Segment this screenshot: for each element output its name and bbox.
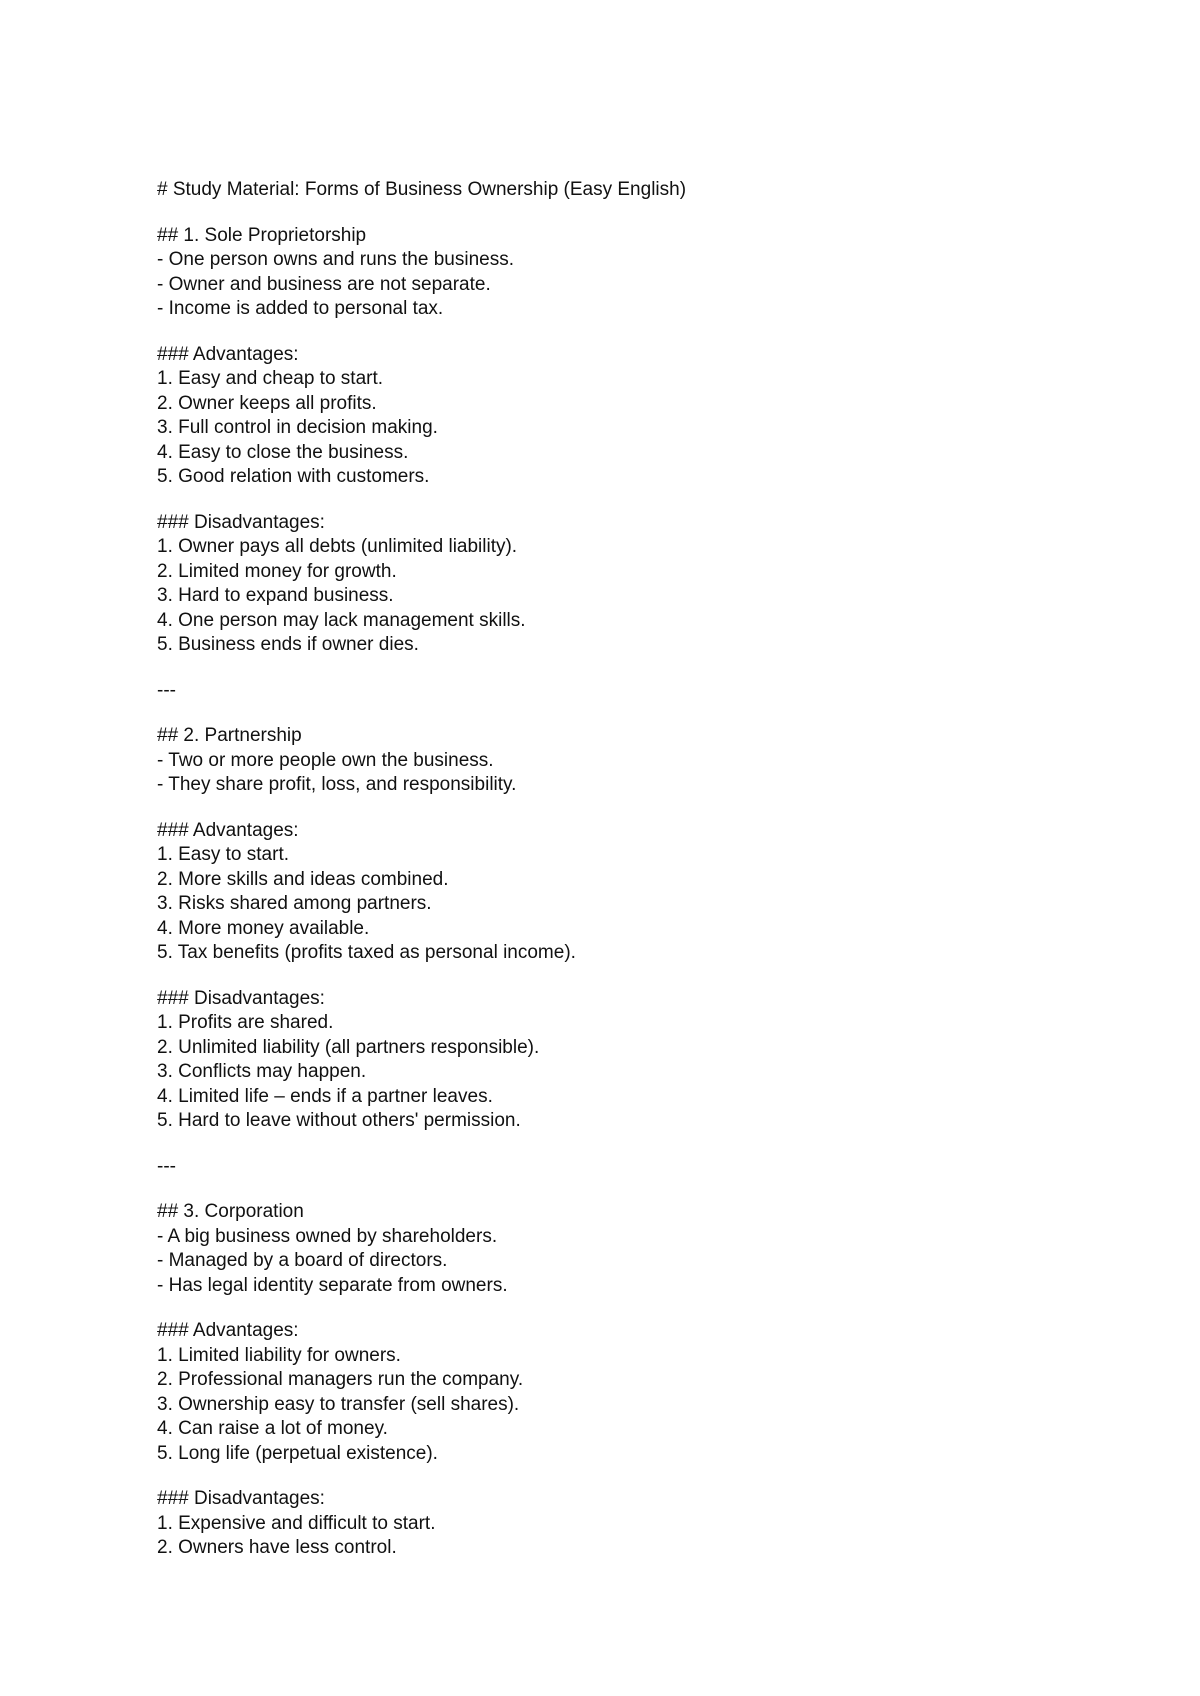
advantage-item: 1. Limited liability for owners. (157, 1344, 401, 1366)
advantage-item: 3. Full control in decision making. (157, 417, 438, 438)
disadvantage-item: 3. Hard to expand business. (157, 585, 394, 606)
disadvantage-item: 1. Owner pays all debts (unlimited liability). (157, 536, 518, 557)
disadvantage-item: 5. Hard to leave without others' permission. (157, 1110, 521, 1131)
section-separator: --- (157, 1155, 176, 1177)
bullet-item: - Income is added to personal tax. (157, 298, 444, 319)
section-heading: ## 3. Corporation (157, 1201, 304, 1222)
spacer (157, 966, 1057, 987)
advantage-item: 2. More skills and ideas combined. (157, 868, 449, 890)
section-heading: ## 1. Sole Proprietorship (157, 224, 367, 246)
disadvantage-item: 4. One person may lack management skills. (157, 609, 526, 631)
bullet-item: - They share profit, loss, and responsibility. (157, 774, 517, 795)
spacer (157, 490, 1057, 511)
spacer (157, 203, 1057, 224)
disadvantages-heading: ### Disadvantages: (157, 511, 325, 533)
spacer (157, 1466, 1057, 1487)
disadvantage-item: 2. Owners have less control. (157, 1537, 397, 1558)
advantage-item: 1. Easy and cheap to start. (157, 368, 384, 389)
bullet-item: - Has legal identity separate from owners. (157, 1274, 508, 1296)
advantage-item: 4. Can raise a lot of money. (157, 1418, 388, 1439)
disadvantage-item: 1. Expensive and difficult to start. (157, 1512, 436, 1534)
disadvantage-item: 5. Business ends if owner dies. (157, 634, 419, 655)
disadvantage-item: 1. Profits are shared. (157, 1012, 334, 1033)
advantage-item: 5. Long life (perpetual existence). (157, 1442, 438, 1464)
spacer (157, 1179, 1057, 1200)
bullet-item: - Managed by a board of directors. (157, 1250, 448, 1271)
document-title: # Study Material: Forms of Business Ownership (Easy English) (157, 179, 687, 200)
document-body (157, 178, 1057, 1561)
disadvantage-item: 3. Conflicts may happen. (157, 1061, 367, 1082)
disadvantage-item: 2. Limited money for growth. (157, 560, 397, 582)
disadvantage-item: 2. Unlimited liability (all partners responsible). (157, 1036, 540, 1058)
advantage-item: 2. Professional managers run the company. (157, 1369, 524, 1390)
spacer (157, 798, 1057, 819)
advantage-item: 3. Risks shared among partners. (157, 893, 432, 914)
advantages-heading: ### Advantages: (157, 819, 299, 841)
bullet-item: - Two or more people own the business. (157, 749, 494, 771)
advantage-item: 2. Owner keeps all profits. (157, 392, 377, 414)
advantage-item: 5. Good relation with customers. (157, 466, 430, 487)
spacer (157, 322, 1057, 343)
advantage-item: 4. Easy to close the business. (157, 441, 409, 463)
disadvantages-heading: ### Disadvantages: (157, 1488, 325, 1509)
advantages-heading: ### Advantages: (157, 343, 299, 365)
advantage-item: 3. Ownership easy to transfer (sell shares). (157, 1393, 520, 1415)
spacer (157, 1298, 1057, 1319)
bullet-item: - A big business owned by shareholders. (157, 1225, 498, 1247)
disadvantage-item: 4. Limited life – ends if a partner leaves. (157, 1085, 493, 1107)
bullet-item: - One person owns and runs the business. (157, 249, 514, 270)
section-separator: --- (157, 679, 176, 701)
bullet-item: - Owner and business are not separate. (157, 273, 491, 295)
spacer (157, 1134, 1057, 1155)
section-heading: ## 2. Partnership (157, 725, 302, 746)
disadvantages-heading: ### Disadvantages: (157, 987, 325, 1009)
spacer (157, 703, 1057, 724)
advantages-heading: ### Advantages: (157, 1320, 299, 1341)
advantage-item: 5. Tax benefits (profits taxed as personal income). (157, 942, 576, 963)
advantage-item: 1. Easy to start. (157, 844, 289, 865)
advantage-item: 4. More money available. (157, 917, 370, 939)
spacer (157, 658, 1057, 679)
